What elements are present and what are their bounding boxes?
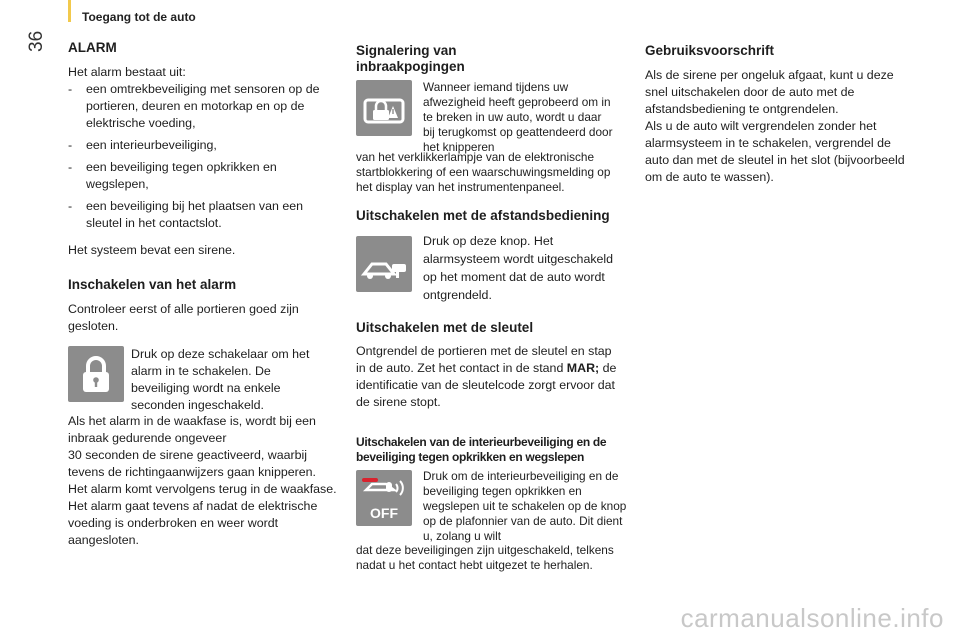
list-item-text: een omtrekbeveiliging met sensoren op de portieren, deuren en motorkap en op de elektrische voeding, xyxy=(86,82,320,130)
arm-check-text: Controleer eerst of alle portieren goed zijn gesloten. xyxy=(68,302,299,333)
arm-detail-line: Het alarm gaat tevens af nadat de elektrische voeding is onderbroken en weer wordt aangesloten. xyxy=(68,499,318,547)
key-text-part2: de identificatie van de sleutelcode zorgt ervoor dat de sirene stopt. xyxy=(356,361,617,409)
remote-key-icon xyxy=(356,236,412,292)
list-dash: - xyxy=(68,82,73,96)
signal-text-full: van het verklikkerlampje van de elektronische startblokkering of een waarschuwingsmelding op het display van het instrumentenpaneel. xyxy=(356,150,611,194)
list-dash: - xyxy=(68,138,73,152)
arm-press-text: Druk op deze schakelaar om het alarm in te schakelen. De beveiliging wordt na enkele seconden ingeschakeld. xyxy=(131,347,310,412)
key-text xyxy=(356,343,618,411)
list-dash: - xyxy=(68,199,73,213)
usage-line: Als u de auto wilt vergrendelen zonder het alarmsysteem in te schakelen, vergrendel de auto dan met de sleutel in het slot (bijvoorbeeld om de auto te wassen). xyxy=(645,119,905,184)
watermark: carmanualsonline.info xyxy=(680,603,944,633)
list-dash: - xyxy=(68,160,73,174)
usage-title: Gebruiksvoorschrift xyxy=(645,43,775,58)
list-item xyxy=(68,81,340,132)
column-alarm xyxy=(68,40,340,335)
lock-switch-icon xyxy=(68,346,124,402)
remote-title: Uitschakelen met de afstandsbediening xyxy=(356,208,610,223)
signal-text-wrap: Wanneer iemand tijdens uw afwezigheid heeft geprobeerd om in te breken in uw auto, wordt u daar bij terugkomst op geattendeerd door het knipperen xyxy=(423,80,613,154)
interior-text-full: dat deze beveiligingen zijn uitgeschakeld, telkens nadat u het contact hebt uitgezet te herhalen. xyxy=(356,543,614,572)
remote-text: Druk op deze knop. Het alarmsysteem wordt uitgeschakeld op het moment dat de auto wordt ontgrendeld. xyxy=(423,234,614,302)
key-mar-label: MAR; xyxy=(566,361,600,375)
siren-text: Het systeem bevat een sirene. xyxy=(68,243,236,257)
list-item-text: een interieurbeveiliging, xyxy=(86,138,217,152)
list-item-text: een beveiliging tegen opkrikken en wegslepen, xyxy=(86,160,277,191)
alarm-intro: Het alarm bestaat uit: xyxy=(68,65,186,79)
interior-title: Uitschakelen van de interieurbeveiliging en de beveiliging tegen opkrikken en wegslepen xyxy=(356,435,607,464)
list-item xyxy=(68,159,340,193)
list-item xyxy=(68,198,340,232)
list-item xyxy=(68,137,340,154)
alarm-title: ALARM xyxy=(68,40,117,55)
page-number: 36 xyxy=(26,30,47,52)
arm-title: Inschakelen van het alarm xyxy=(68,277,237,292)
header-accent-bar xyxy=(68,0,71,22)
alarm-warning-icon xyxy=(356,80,412,136)
arm-details xyxy=(68,413,340,549)
arm-detail-line: Als het alarm in de waakfase is, wordt bij een inbraak gedurende ongeveer xyxy=(68,414,316,445)
key-text-part1: Ontgrendel de portieren met de sleutel en stap in de auto. Zet het contact in de stand xyxy=(356,344,612,375)
interior-text-wrap: Druk om de interieurbeveiliging en de beveiliging tegen opkrikken en wegslepen uit te schakelen op de knop op de plafonnier van de auto. Dit dient u, zolang u wilt xyxy=(423,469,627,543)
list-item-text: een beveiliging bij het plaatsen van een sleutel in het contactslot. xyxy=(86,199,303,230)
signal-title: Signalering van inbraakpogingen xyxy=(356,43,465,74)
arm-detail-line: 30 seconden de sirene geactiveerd, waarbij tevens de richtingaanwijzers gaan knipperen. xyxy=(68,448,316,479)
usage-line: Als de sirene per ongeluk afgaat, kunt u deze snel uitschakelen door de auto met de afstandsbediening te ontgrendelen. xyxy=(645,68,894,116)
interior-off-icon xyxy=(356,470,412,526)
column-usage xyxy=(645,43,915,186)
running-head: Toegang tot de auto xyxy=(82,10,196,24)
arm-detail-line: Het alarm komt vervolgens terug in de waakfase. xyxy=(68,482,337,496)
key-title: Uitschakelen met de sleutel xyxy=(356,320,534,335)
off-label: OFF xyxy=(370,505,398,521)
